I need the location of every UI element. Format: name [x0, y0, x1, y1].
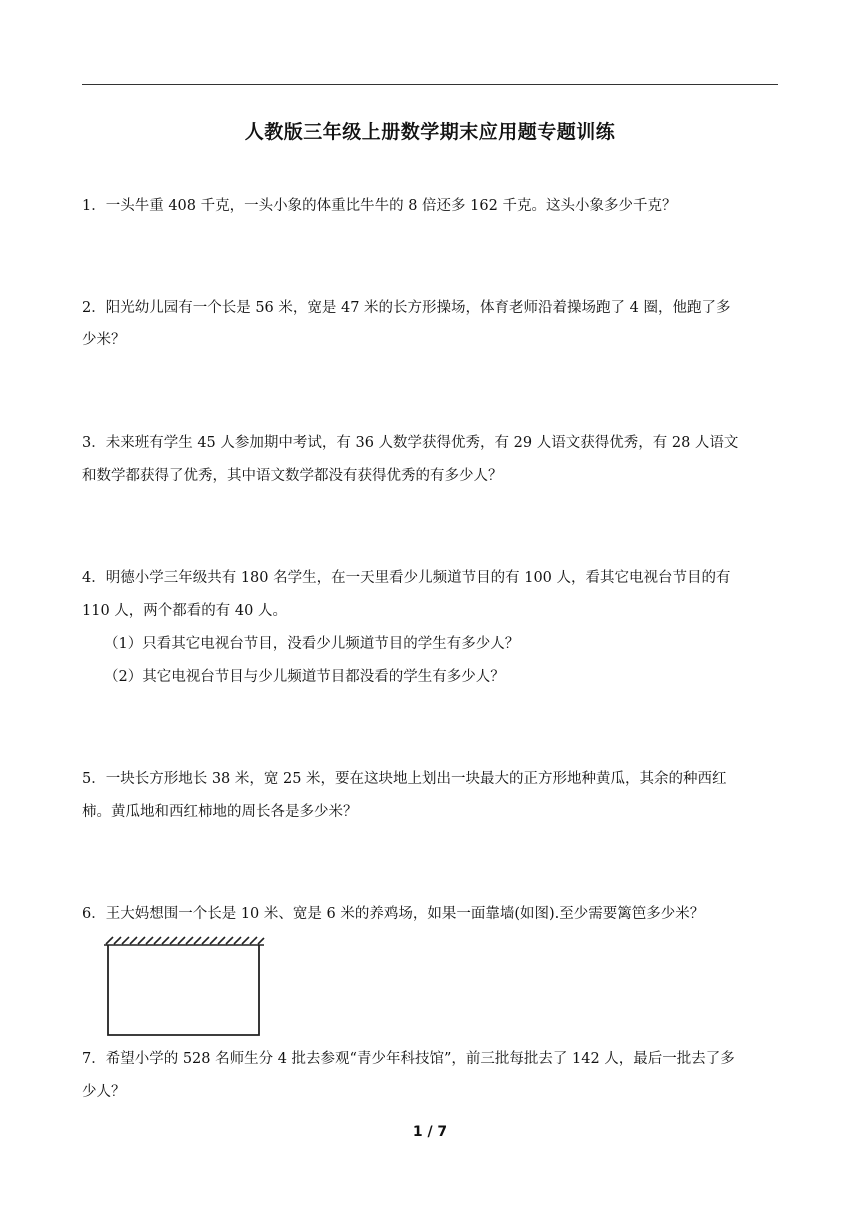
question-7-line-1: 7．希望小学的 528 名师生分 4 批去参观“青少年科技馆”，前三批每批去了 142 人，最后一批去了多 — [82, 1051, 735, 1067]
question-4-line-2: 110 人，两个都看的有 40 人。 — [82, 603, 287, 619]
question-3-line-2: 和数学都获得了优秀，其中语文数学都没有获得优秀的有多少人？ — [82, 468, 503, 484]
question-4-line-1: 4．明德小学三年级共有 180 名学生，在一天里看少儿频道节目的有 100 人，看其它电视台节目的有 — [82, 570, 731, 586]
wall-hatching — [104, 937, 264, 945]
question-4-subquestion-2: （2）其它电视台节目与少儿频道节目都没看的学生有多少人？ — [104, 669, 505, 685]
page-number: 1 / 7 — [412, 1124, 448, 1140]
page-title: 人教版三年级上册数学期末应用题专题训练 — [244, 121, 616, 143]
fence-outline — [108, 945, 259, 1035]
header-rule — [82, 84, 778, 85]
question-5-line-1: 5．一块长方形地长 38 米，宽 25 米，要在这块地上划出一块最大的正方形地种黄瓜，其余的种西红 — [82, 771, 727, 787]
question-5-line-2: 柿。黄瓜地和西红柿地的周长各是多少米？ — [82, 804, 358, 820]
question-7-line-2: 少人？ — [82, 1084, 126, 1100]
question-2-line-2: 少米？ — [82, 332, 126, 348]
question-6-line-1: 6．王大妈想围一个长是 10 米、宽是 6 米的养鸡场，如果一面靠墙(如图).至少需要篱笆多少米？ — [82, 906, 705, 922]
question-2-line-1: 2．阳光幼儿园有一个长是 56 米，宽是 47 米的长方形操场，体育老师沿着操场跑了 4 圈，他跑了多 — [82, 300, 731, 316]
question-4-subquestion-1: （1）只看其它电视台节目，没看少儿频道节目的学生有多少人？ — [104, 636, 520, 652]
wall-enclosure-figure — [104, 934, 266, 1040]
question-1-line-1: 1．一头牛重 408 千克，一头小象的体重比牛牛的 8 倍还多 162 千克。这头小象多少千克？ — [82, 198, 677, 214]
question-3-line-1: 3．未来班有学生 45 人参加期中考试，有 36 人数学获得优秀，有 29 人语文获得优秀，有 28 人语文 — [82, 435, 739, 451]
